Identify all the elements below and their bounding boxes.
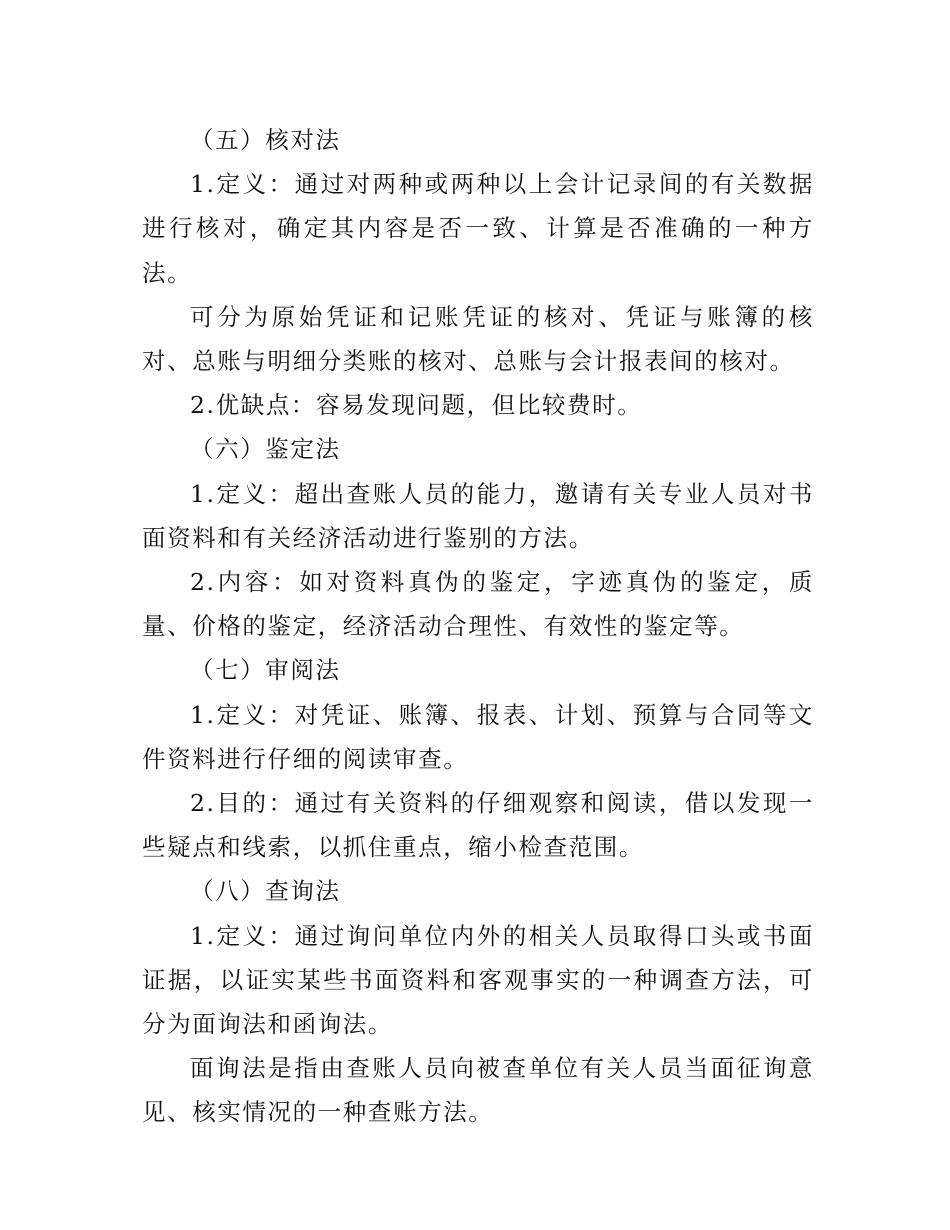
- paragraph-definition: 1.定义：通过对两种或两种以上会计记录间的有关数据进行核对，确定其内容是否一致、计算是否准确的一种方法。: [142, 170, 814, 287]
- paragraph-definition: 1.定义：超出查账人员的能力，邀请有关专业人员对书面资料和有关经济活动进行鉴别的方法。: [142, 479, 814, 552]
- paragraph-definition: 1.定义：通过询问单位内外的相关人员取得口头或书面证据，以证实某些书面资料和客观事实的一种调查方法，可分为面询法和函询法。: [142, 921, 814, 1039]
- section-heading-7: （七）审阅法: [190, 656, 341, 685]
- document-page: [142, 118, 814, 1135]
- section-heading-8: （八）查询法: [190, 877, 341, 906]
- section-heading-5: （五）核对法: [190, 126, 341, 154]
- paragraph-content: 2.内容：如对资料真伪的鉴定，字迹真伪的鉴定，质量、价格的鉴定，经济活动合理性、有效性的鉴定等。: [142, 568, 814, 641]
- paragraph-definition: 1.定义：对凭证、账簿、报表、计划、预算与合同等文件资料进行仔细的阅读审查。: [142, 700, 814, 773]
- paragraph-purpose: 2.目的：通过有关资料的仔细观察和阅读，借以发现一些疑点和线索，以抓住重点，缩小检查范围。: [142, 789, 814, 862]
- section-heading-6: （六）鉴定法: [190, 435, 341, 464]
- paragraph-pros-cons: 2.优缺点：容易发现问题，但比较费时。: [190, 391, 643, 420]
- paragraph-interview-method: 面询法是指由查账人员向被查单位有关人员当面征询意见、核实情况的一种查账方法。: [142, 1054, 814, 1127]
- paragraph-classification: 可分为原始凭证和记账凭证的核对、凭证与账簿的核对、总账与明细分类账的核对、总账与会计报表间的核对。: [142, 302, 814, 376]
